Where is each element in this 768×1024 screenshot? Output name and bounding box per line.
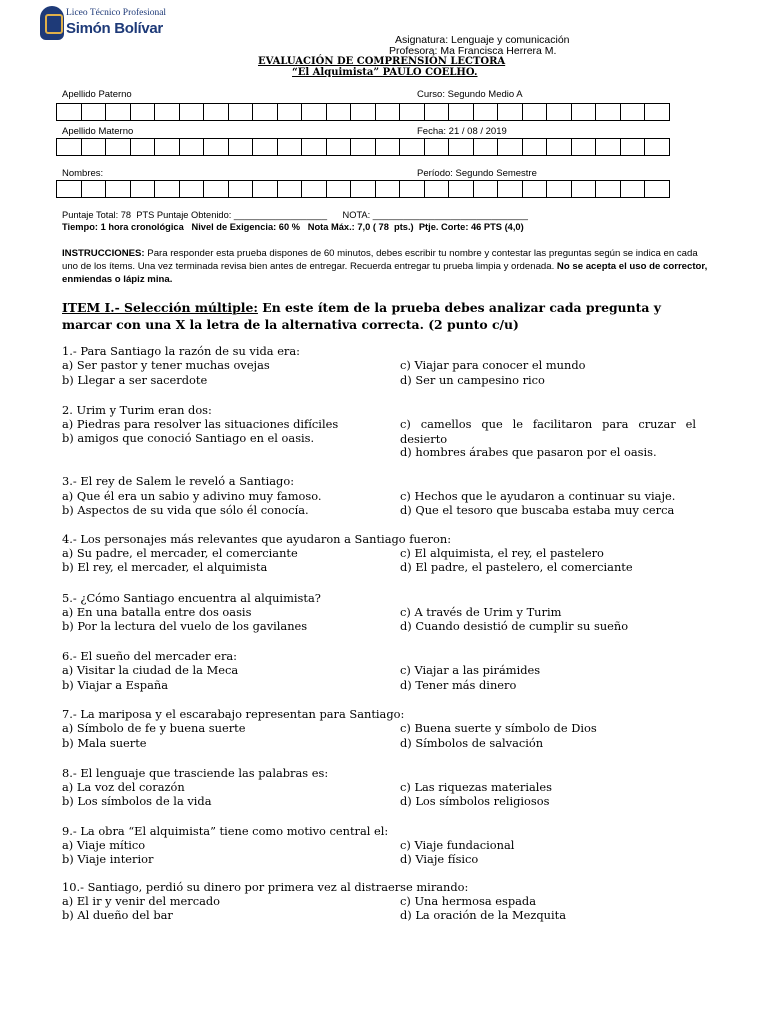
question-8: 8.- El lenguaje que trasciende las palabras es:	[62, 766, 329, 780]
instructions	[62, 247, 712, 286]
label-nombres: Nombres:	[62, 168, 104, 179]
q6-option-c[interactable]: c) Viajar a las pirámides	[400, 663, 541, 677]
exam-title: EVALUACIÓN DE COMPRENSIÓN LECTORA	[258, 56, 506, 67]
q9-option-a[interactable]: a) Viaje mítico	[62, 838, 146, 852]
subject-line: Asignatura: Lenguaje y comunicación	[395, 34, 570, 46]
label-fecha: Fecha: 21 / 08 / 2019	[417, 126, 507, 137]
q8-option-c[interactable]: c) Las riquezas materiales	[400, 780, 552, 794]
q2-option-a[interactable]: a) Piedras para resolver las situaciones difíciles	[62, 417, 339, 431]
label-curso: Curso: Segundo Medio A	[417, 89, 523, 100]
q1-option-b[interactable]: b) Llegar a ser sacerdote	[62, 373, 208, 387]
q6-option-a[interactable]: a) Visitar la ciudad de la Meca	[62, 663, 239, 677]
question-5: 5.- ¿Cómo Santiago encuentra al alquimista?	[62, 591, 321, 605]
q5-option-c[interactable]: c) A través de Urim y Turim	[400, 605, 562, 619]
q7-option-c[interactable]: c) Buena suerte y símbolo de Dios	[400, 721, 597, 735]
question-9: 9.- La obra “El alquimista” tiene como motivo central el:	[62, 824, 389, 838]
q8-option-d[interactable]: d) Los símbolos religiosos	[400, 794, 550, 808]
question-2: 2. Urim y Turim eran dos:	[62, 403, 212, 417]
q2-option-d[interactable]: d) hombres árabes que pasaron por el oasis.	[400, 445, 657, 459]
q6-option-b[interactable]: b) Viajar a España	[62, 678, 168, 692]
q9-option-b[interactable]: b) Viaje interior	[62, 852, 154, 866]
item-label: ITEM I.- Selección múltiple:	[62, 300, 258, 315]
time-line: Tiempo: 1 hora cronológica Nivel de Exigencia: 60 % Nota Máx.: 7,0 ( 78 pts.) Ptje. Corte: 46 PTS (4,0)	[62, 222, 524, 232]
question-3: 3.- El rey de Salem le reveló a Santiago:	[62, 474, 295, 488]
question-4: 4.- Los personajes más relevantes que ayudaron a Santiago fueron:	[62, 532, 452, 546]
apellido-materno-boxes[interactable]	[56, 138, 669, 156]
q2-option-c[interactable]: c) camellos que le facilitaron para cruzar el desierto	[400, 417, 696, 446]
school-logo-seal	[40, 6, 64, 40]
score-line: Puntaje Total: 78 PTS Puntaje Obtenido: __________________ NOTA: ______________________________	[62, 210, 528, 220]
exam-subtitle: “El Alquimista” PAULO COELHO.	[292, 67, 478, 78]
q1-option-a[interactable]: a) Ser pastor y tener muchas ovejas	[62, 358, 270, 372]
instructions-label: INSTRUCCIONES:	[62, 248, 145, 259]
q5-option-a[interactable]: a) En una batalla entre dos oasis	[62, 605, 252, 619]
question-7: 7.- La mariposa y el escarabajo representan para Santiago:	[62, 707, 405, 721]
q3-option-d[interactable]: d) Que el tesoro que buscaba estaba muy cerca	[400, 503, 675, 517]
q5-option-d[interactable]: d) Cuando desistió de cumplir su sueño	[400, 619, 629, 633]
label-apellido-paterno: Apellido Paterno	[62, 89, 132, 100]
apellido-paterno-boxes[interactable]	[56, 103, 669, 121]
instructions-text: Para responder esta prueba dispones de 60 minutos, debes escribir tu nombre y contestar las preguntas según se indica en cada uno de los ítems. Una vez terminada revisa bien antes de entregar. Recuerda entregar tu prueba limpia y ordenada.	[62, 248, 698, 272]
q10-option-a[interactable]: a) El ir y venir del mercado	[62, 894, 221, 908]
question-10: 10.- Santiago, perdió su dinero por primera vez al distraerse mirando:	[62, 880, 469, 894]
q1-option-d[interactable]: d) Ser un campesino rico	[400, 373, 545, 387]
item-text: En este ítem de la prueba debes analizar cada pregunta y marcar con una X la letra de la alternativa correcta. (2 punto c/u)	[62, 300, 661, 332]
q8-option-a[interactable]: a) La voz del corazón	[62, 780, 185, 794]
label-apellido-materno: Apellido Materno	[62, 126, 134, 137]
q4-option-d[interactable]: d) El padre, el pastelero, el comerciante	[400, 560, 633, 574]
label-periodo: Período: Segundo Semestre	[417, 168, 537, 179]
q4-option-b[interactable]: b) El rey, el mercader, el alquimista	[62, 560, 268, 574]
q3-option-a[interactable]: a) Que él era un sabio y adivino muy famoso.	[62, 489, 322, 503]
q10-option-b[interactable]: b) Al dueño del bar	[62, 908, 173, 922]
q4-option-c[interactable]: c) El alquimista, el rey, el pastelero	[400, 546, 604, 560]
q10-option-d[interactable]: d) La oración de la Mezquita	[400, 908, 567, 922]
q2-option-b[interactable]: b) amigos que conoció Santiago en el oasis.	[62, 431, 315, 445]
q9-option-d[interactable]: d) Viaje físico	[400, 852, 479, 866]
q7-option-d[interactable]: d) Símbolos de salvación	[400, 736, 544, 750]
school-name-line1: Liceo Técnico Profesional	[66, 8, 167, 18]
q9-option-c[interactable]: c) Viaje fundacional	[400, 838, 515, 852]
q7-option-a[interactable]: a) Símbolo de fe y buena suerte	[62, 721, 246, 735]
q1-option-c[interactable]: c) Viajar para conocer el mundo	[400, 358, 586, 372]
q4-option-a[interactable]: a) Su padre, el mercader, el comerciante	[62, 546, 298, 560]
q6-option-d[interactable]: d) Tener más dinero	[400, 678, 517, 692]
school-name-line2: Simón Bolívar	[66, 20, 163, 37]
nombres-boxes[interactable]	[56, 180, 669, 198]
instructions-bold: No se acepta el uso de corrector, enmiendas o lápiz mina.	[62, 261, 708, 285]
q5-option-b[interactable]: b) Por la lectura del vuelo de los gavilanes	[62, 619, 308, 633]
item-heading	[62, 299, 712, 333]
q10-option-c[interactable]: c) Una hermosa espada	[400, 894, 536, 908]
q8-option-b[interactable]: b) Los símbolos de la vida	[62, 794, 212, 808]
q3-option-b[interactable]: b) Aspectos de su vida que sólo él conocía.	[62, 503, 309, 517]
q7-option-b[interactable]: b) Mala suerte	[62, 736, 147, 750]
question-1: 1.- Para Santiago la razón de su vida era:	[62, 344, 301, 358]
teacher-line: Profesora: Ma Francisca Herrera M.	[389, 45, 557, 57]
q3-option-c[interactable]: c) Hechos que le ayudaron a continuar su viaje.	[400, 489, 676, 503]
question-6: 6.- El sueño del mercader era:	[62, 649, 238, 663]
